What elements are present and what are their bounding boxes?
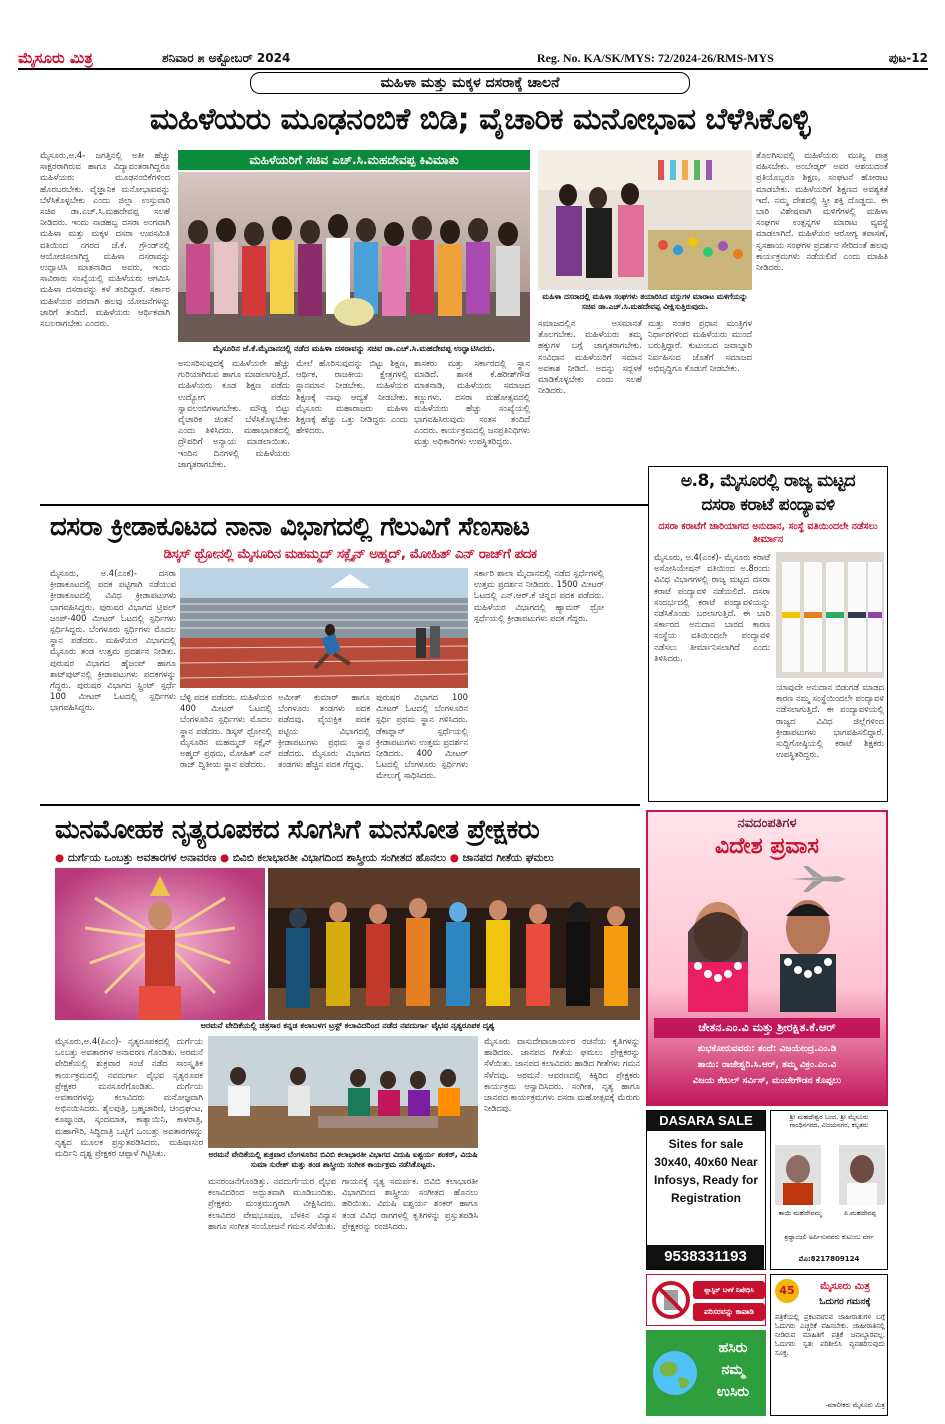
story4-bullet3: ಜಾನಪದ ಗೀತೆಯ ಘಮಲು: [462, 852, 554, 864]
ad-sale-line2: 30x40, 40x60 Near: [654, 1155, 758, 1169]
rule-2: [40, 804, 640, 806]
story4-bullet2: ಬಿವಿಬಿ ಕಲಾಭಾರತೀ ವಿಭಾಗದಿಂದ ಶಾಸ್ತ್ರೀಯ ಸಂಗೀತದ ಹೊನಲು: [232, 852, 447, 864]
story1-kicker: ಮಹಿಳಾ ಮತ್ತು ಮಕ್ಕಳ ದಸರಾಕ್ಕೆ ಚಾಲನೆ: [250, 72, 690, 94]
story2-col3: ಬೆಳ್ಳಿ ಪದಕ ಪಡೆದರು. ಮಹಿಳೆಯರ 400 ಮೀಟರ್ ಓಟದಲ್ಲಿ ಬೆಂಗಳೂರಿನ ಸ್ಪರ್ಧಿಗಳು ಮೊದಲ ಸ್ಥಾನ ಪಡೆದರು. ಡಿಸ್ಕಸ್ ಥ್ರೋನಲ್ಲಿ ಮೈಸೂರಿನ ಮಹಮ್ಮದ್ ಸಕ್ಲೈನ್ ಅಹ್ಮದ್ ಪ್ರಥಮ, ಮೋಹಿತ್ ಎನ್ ರಾಜ್ ದ್ವಿತೀಯ ಸ್ಥಾನ ಪಡೆದರು.: [180, 692, 272, 770]
story1-subhead: ಮಹಿಳೆಯರಿಗೆ ಸಚಿವ ಎಚ್.ಸಿ.ಮಹದೇವಪ್ಪ ಕಿವಿಮಾತು: [178, 150, 530, 170]
story2-headline: ದಸರಾ ಕ್ರೀಡಾಕೂಟದ ನಾನಾ ವಿಭಾಗದಲ್ಲಿ ಗೆಲುವಿಗೆ ಸೆಣಸಾಟ: [50, 512, 530, 542]
story1-col5: ಸಮಾಜದಲ್ಲಿನ ಅಸಮಾನತೆ ತೊಲಗಬೇಕು. ಮಹಿಳೆಯರು ತಮ್ಮ ಹಕ್ಕುಗಳ ಬಗ್ಗೆ ಜಾಗೃತರಾಗಬೇಕು. ಸಂವಿಧಾನ ಮಹಿಳೆಯರಿಗೆ ಸಮಾನ ಅವಕಾಶ ನೀಡಿದೆ. ಅದನ್ನು ಸದ್ಬಳಕೆ ಮಾಡಿಕೊಳ್ಳಬೇಕು ಎಂದು ಸಲಹೆ ನೀಡಿದರು.: [538, 318, 642, 396]
ad-green-line3: ಉಸಿರು: [716, 1384, 750, 1400]
story4-col3: ಗಾಯನಕ್ಕೆ ನೃತ್ಯ ಸಮರ್ಪಕ. ಬಿವಿಬಿ ಕಲಾಭಾರತೀ ವಿಭಾಗದಿಂದ ಶಾಸ್ತ್ರೀಯ ಸಂಗೀತದ ಹೊನಲು ಹರಿಯಿತು. ವಿದುಷಿ ಐಶ್ವರ್ಯ ಶಂಕರ್ ಹಾಗೂ ತಂಡ ವಿವಿಧ ರಾಗಗಳಲ್ಲಿ ಕೃತಿಗಳನ್ನು ಪ್ರಸ್ತುತಪಡಿಸಿ ಪ್ರೇಕ್ಷಕರನ್ನು ರಂಜಿಸಿದರು.: [342, 1176, 478, 1231]
ad-mitra-sub: ಓದುಗರ ಗಮನಕ್ಕೆ: [819, 1297, 871, 1307]
story3-col1: ಮೈಸೂರು, ಅ.4(ಎಂಕೆ)- ಮೈಸೂರು ಕರಾಟೆ ಅಸೋಸಿಯೇಷನ್ ವತಿಯಿಂದ ಅ.8ರಂದು ವಿವಿಧ ವಿಭಾಗಗಳಲ್ಲಿ ರಾಜ್ಯ ಮಟ್ಟದ ದಸರಾ ಕರಾಟೆ ಪಂದ್ಯಾವಳಿ ನಡೆಯಲಿದೆ. ದಸರಾ ಸಂದರ್ಭದಲ್ಲಿ ಕರಾಟೆ ಪಂದ್ಯಾವಳಿಯನ್ನು ನಡೆಸಿಕೊಂಡು ಬರಲಾಗುತ್ತಿದೆ. ಈ ಬಾರಿ ಸರ್ಕಾರದ ಅನುದಾನ ಬಾರದ ಕಾರಣ ಸಂಸ್ಥೆಯ ವತಿಯಿಂದಲೇ ಪಂದ್ಯಾವಳಿ ನಡೆಸಲು ತೀರ್ಮಾನಿಸಲಾಗಿದೆ ಎಂದು ತಿಳಿಸಿದರು.: [654, 552, 770, 663]
page-number: ಪುಟ-12: [888, 50, 928, 65]
masthead-logo: ಮೈಸೂರು ಮಿತ್ರ: [18, 49, 93, 67]
story1-headline: ಮಹಿಳೆಯರು ಮೂಢನಂಬಿಕೆ ಬಿಡಿ; ವೈಚಾರಿಕ ಮನೋಭಾವ ಬೆಳೆಸಿಕೊಳ್ಳಿ: [149, 102, 811, 137]
story4-caption2: ಅರಮನೆ ವೇದಿಕೆಯಲ್ಲಿ ಶುಕ್ರವಾರ ಬೆಂಗಳೂರಿನ ಬಿವಿಬಿ ಕಲಾಭಾರತೀ ವಿಭಾಗದ ವಿದುಷಿ ಐಶ್ವರ್ಯ ಶಂಕರ್, ವಿದುಷಿ ಸುಮಾ ಸುರೇಶ್ ಮತ್ತು ತಂಡ ಶಾಸ್ತ್ರೀಯ ಸಂಗೀತ ಕಾರ್ಯಕ್ರಮ ನಡೆಸಿಕೊಟ್ಟರು.: [208, 1150, 478, 1172]
masthead-reg: Reg. No. KA/SK/MYS: 72/2024-26/RMS-MYS: [536, 50, 774, 65]
photo-navadurga-stage: [268, 868, 640, 1020]
ad-obituary: [770, 1110, 888, 1270]
ad-obit-footer: ಶ್ರದ್ಧಾಂಜಲಿ ಅರ್ಪಿಸುವವರು ಕುಟುಂಬ ವರ್ಗ: [784, 1233, 874, 1241]
ad-plastic-line2: ಪರಿಸರವನ್ನು ಕಾಪಾಡಿ: [693, 1303, 765, 1321]
masthead-date: ಶನಿವಾರ ೫ ಅಕ್ಟೋಬರ್ 2024: [162, 50, 291, 65]
airplane-icon: [788, 864, 848, 894]
story3-col2: ಯಾವುದೇ ಅನುದಾನ ಬಿಡುಗಡೆ ಮಾಡದ ಕಾರಣ ನಮ್ಮ ಸಂಸ್ಥೆಯಿಂದಲೇ ಪಂದ್ಯಾವಳಿ ನಡೆಸಲಾಗುತ್ತಿದೆ. ಈ ಪಂದ್ಯಾವಳಿಯಲ್ಲಿ ರಾಜ್ಯದ ವಿವಿಧ ಜಿಲ್ಲೆಗಳಿಂದ ಕ್ರೀಡಾಪಟುಗಳು ಭಾಗವಹಿಸಲಿದ್ದಾರೆ. ಸುದ್ದಿಗೋಷ್ಠಿಯಲ್ಲಿ ಕರಾಟೆ ಶಿಕ್ಷಕರು ಉಪಸ್ಥಿತರಿದ್ದರು.: [776, 682, 884, 760]
story4-bullet1: ದುರ್ಗೆಯ ಒಂಬತ್ತು ಅವತಾರಗಳ ಅನಾವರಣ: [67, 852, 217, 864]
globe-icon: [650, 1348, 700, 1398]
ad-sale-title: DASARA SALE: [647, 1111, 765, 1131]
ad-travel-names: ಚೇತನ.ಎಂ.ವಿ ಮತ್ತು ಶ್ರೀರಕ್ಷಿತ.ಕೆ.ಆರ್: [654, 1018, 880, 1038]
story1-col2: ಅನುಸರಿಸುವುದಕ್ಕೆ ಮಹಿಳೆಯರೇ ಹೆಚ್ಚು ಗುರಿಯಾಗಿರುವ ಹಾಗೂ ಮಾಡಲಾಗುತ್ತಿದೆ. ಮಹಿಳೆಯರು ಕೂಡ ಶಿಕ್ಷಣ ಪಡೆದು ಉದ್ಯೋಗ ಪಡೆದು ಸ್ವಾವಲಂಬಿಗಳಾಗಬೇಕು. ಮೌಢ್ಯ ಬಿಟ್ಟು ವೈಚಾರಿಕ ಚಿಂತನೆ ಬೆಳೆಸಿಕೊಳ್ಳಬೇಕು ಎಂದು ತಿಳಿಸಿದರು. ಮಹಾಭಾರತದಲ್ಲಿ ದ್ರೌಪದಿಗೆ ಅನ್ಯಾಯ ಮಾಡಲಾಯಿತು. ಇಂದಿನ ದಿನಗಳಲ್ಲಿ ಮಹಿಳೆಯರು ಜಾಗೃತರಾಗಬೇಕು.: [178, 358, 290, 469]
ad-travel-line2: ತಾಯಿ: ರಾಜೇಶ್ವರಿ.ಸಿ.ಆರ್, ತಮ್ಮ ವಿಕ್ರಂ.ಎಂ.ವಿ: [697, 1060, 837, 1070]
couple-photo: [658, 892, 878, 1012]
ad-no-plastic: [646, 1274, 766, 1326]
ad-sale-line4: Registration: [670, 1191, 741, 1205]
ad-sale-phone: 9538331193: [647, 1245, 764, 1269]
story4-caption1: ಅರಮನೆ ವೇದಿಕೆಯಲ್ಲಿ ಚಿತ್ರಸಾರ ಕನ್ನಡ ಕಲಾಬಳಗ ಟ್ರಸ್ಟ್ ಕಲಾವಿದರಿಂದ ನಡೆದ ನವದುರ್ಗಾ ವೈಭವ ನೃತ್ಯರೂಪಕ ದೃಶ್ಯ: [55, 1021, 640, 1033]
photo-durga-dance: [55, 868, 265, 1020]
photo-karate-belts: [776, 552, 884, 678]
story1-col7: ತೊಲಗಿಸುವಲ್ಲಿ ಮಹಿಳೆಯರು ಮುಖ್ಯ ಪಾತ್ರ ವಹಿಸಬೇಕು. ಅಂಬೇಡ್ಕರ್ ಅವರ ಆಶಯದಂತೆ ಪ್ರತಿಯೊಬ್ಬರೂ ಶಿಕ್ಷಣ, ಸಂಘಟನೆ ಹೋರಾಟ ಮಾಡಬೇಕು. ಮಹಿಳೆಯರಿಗೆ ಶಿಕ್ಷಣದ ಅವಶ್ಯಕತೆ ಇದೆ. ನಮ್ಮ ದೇಶದಲ್ಲಿ ಸ್ತ್ರೀ ಶಕ್ತಿ ದೊಡ್ಡದು. ಈ ಬಾರಿ ವಿಶೇಷವಾಗಿ ಮಳಿಗೆಗಳಲ್ಲಿ ಮಹಿಳಾ ಸಂಘಗಳ ಉತ್ಪನ್ನಗಳ ಮಾರಾಟ ವ್ಯವಸ್ಥೆ ಮಾಡಲಾಗಿದೆ. ಮಹಿಳೆಯರ ಆರೋಗ್ಯ ತಪಾಸಣೆ, ಸ್ವಸಹಾಯ ಸಂಘಗಳ ಪ್ರದರ್ಶನ ಸೇರಿದಂತೆ ಹಲವು ಕಾರ್ಯಕ್ರಮಗಳು ನಡೆಯಲಿವೆ ಎಂದು ಮಾಹಿತಿ ನೀಡಿದರು.: [756, 150, 888, 273]
ad-obit-left-name: ತಾಯಿ ಮಹದೇವಮ್ಮ: [778, 1209, 822, 1217]
ad-mitra-logo: ಮೈಸೂರು ಮಿತ್ರ: [820, 1281, 870, 1292]
story1-caption2: ಮಹಿಳಾ ದಸರಾದಲ್ಲಿ ಮಹಿಳಾ ಸಂಘಗಳು ತಯಾರಿಸಿದ ವಸ್ತುಗಳ ಮಾರಾಟ ಮಳಿಗೆಯನ್ನು ಸಚಿವ ಡಾ.ಎಚ್.ಸಿ.ಮಹದೇವಪ್ಪ ವೀಕ್ಷಿಸುತ್ತಿರುವುದು.: [538, 292, 752, 314]
ad-green-line2: ನಮ್ಮ: [721, 1362, 745, 1378]
masthead: [18, 48, 928, 70]
ad-green: [646, 1330, 766, 1416]
story4-col4: ಮೈಸೂರು ವಾಸುದೇವಾಚಾರ್ಯರ ರಚನೆಯ ಕೃತಿಗಳನ್ನು ಹಾಡಿದರು. ಜಾನಪದ ಗೀತೆಯ ಘಮಲು ಪ್ರೇಕ್ಷಕರನ್ನು ಸೆಳೆಯಿತು. ಜಾನಪದ ಕಲಾವಿದರು ಹಾಡಿದ ಗೀತೆಗಳು ಗಮನ ಸೆಳೆದವು. ಅರಮನೆ ಆವರಣದಲ್ಲಿ ಕಿಕ್ಕಿರಿದ ಪ್ರೇಕ್ಷಕರು ಕಾರ್ಯಕ್ರಮ ಆಸ್ವಾದಿಸಿದರು. ಸಂಗೀತ, ನೃತ್ಯ ಹಾಗೂ ಜಾನಪದ ಕಾರ್ಯಕ್ರಮಗಳು ದಸರಾ ಮಹೋತ್ಸವಕ್ಕೆ ಮೆರುಗು ನೀಡಿದವು.: [484, 1036, 640, 1114]
photo-stall-visit: [538, 150, 752, 290]
story4-bullets: [55, 850, 640, 866]
bullet-dot: ●: [220, 852, 230, 864]
ad-dasara-sale: [646, 1110, 766, 1270]
ad-green-line1: ಹಸಿರು: [718, 1340, 748, 1356]
ad-mitra-body: ಪತ್ರಿಕೆಯಲ್ಲಿ ಪ್ರಕಟವಾಗುವ ಜಾಹೀರಾತುಗಳ ಬಗ್ಗೆ ಓದುಗರು ಎಚ್ಚರಿಕೆ ವಹಿಸಬೇಕು. ಜಾಹೀರಾತಿನಲ್ಲಿ ನೀಡಿರುವ ಮಾಹಿತಿಗೆ ಪತ್ರಿಕೆ ಜವಾಬ್ದಾರವಲ್ಲ. ಓದುಗರು ಸ್ವತಃ ಪರಿಶೀಲಿಸಿ ವ್ಯವಹರಿಸುವುದು ಸೂಕ್ತ.: [775, 1313, 885, 1357]
story2-col1: ಮೈಸೂರು, ಅ.4(ಎಂಕೆ)- ದಸರಾ ಕ್ರೀಡಾಕೂಟದಲ್ಲಿ ಪದಕ ಪಟ್ಟಿಗಾಗಿ ನಡೆಯುವ ಕ್ರೀಡಾಕೂಟದಲ್ಲಿ ವಿವಿಧ ಕ್ರೀಡಾಪಟುಗಳು ಭಾಗವಹಿಸಿದ್ದರು. ಪುರುಷರ ವಿಭಾಗದ ಟ್ರಿಪಲ್ ಜಂಪ್-400 ಮೀಟರ್ ಓಟದಲ್ಲಿ ಸ್ಪರ್ಧಿಗಳು ಸ್ಪರ್ಧಿಸಿದ್ದರು. ಬೆಂಗಳೂರು ಸ್ಪರ್ಧಿಗಳು ಮೊದಲ ಸ್ಥಾನ ಪಡೆದರು. ಮಹಿಳೆಯರ ವಿಭಾಗದಲ್ಲಿ ಮೈಸೂರು ತಂಡ ಉತ್ತಮ ಪ್ರದರ್ಶನ ನೀಡಿತು. ಪುರುಷರ ವಿಭಾಗದ ಹೈಜಂಪ್ ಹಾಗೂ ಶಾಟ್‌ಪುಟ್‌ನಲ್ಲಿ ಕ್ರೀಡಾಪಟುಗಳು ಪದಕಗಳನ್ನು ಗೆದ್ದರು. ಪುರುಷರ ವಿಭಾಗದ ಸ್ಪ್ರಿಂಟ್ ಸ್ಪರ್ಧೆ 100 ಮೀಟರ್ ಓಟದಲ್ಲಿ ಸ್ಪರ್ಧಿಗಳು ಭಾಗವಹಿಸಿದ್ದರು.: [50, 568, 176, 713]
story1-col4: ಶಾಸಕರು ಮತ್ತು ಸರ್ಕಾರದಲ್ಲಿ ಸ್ಥಾನ ಮಾಡಿದೆ. ಶಾಸಕ ಕೆ.ಹರೀಶ್‌ಗೌಡ ಮಾತನಾಡಿ, ಮಹಿಳೆಯರು ಸಮಾಜದ ಕಣ್ಣುಗಳು. ದಸರಾ ಮಹೋತ್ಸವದಲ್ಲಿ ಮಹಿಳೆಯರು ಹೆಚ್ಚು ಸಂಖ್ಯೆಯಲ್ಲಿ ಭಾಗವಹಿಸಿರುವುದು ಸಂತಸ ತಂದಿದೆ ಎಂದರು. ಕಾರ್ಯಕ್ರಮದಲ್ಲಿ ಜನಪ್ರತಿನಿಧಿಗಳು ಮತ್ತು ಅಧಿಕಾರಿಗಳು ಉಪಸ್ಥಿತರಿದ್ದರು.: [414, 358, 530, 447]
ad-mitra-notice: [770, 1274, 888, 1416]
story4-headline: ಮನಮೋಹಕ ನೃತ್ಯರೂಪಕದ ಸೊಗಸಿಗೆ ಮನಸೋತ ಪ್ರೇಕ್ಷಕರು: [55, 815, 540, 845]
ad-travel-title2: ವಿದೇಶ ಪ್ರವಾಸ: [715, 834, 819, 859]
story3-headline-1: ಅ.8, ಮೈಸೂರಲ್ಲಿ ರಾಜ್ಯ ಮಟ್ಟದ: [680, 471, 856, 491]
story2-col4: ಅಮೀತ್ ಕುಮಾರ್ ಹಾಗೂ ಬೆಂಗಳೂರು ತಂಡಗಳು ಪದಕ ಪಡೆದವು. ವೈಯಕ್ತಿಕ ಪದಕ ಪಟ್ಟಿಯ ವಿಭಾಗದಲ್ಲಿ ಕ್ರೀಡಾಪಟುಗಳು ಪ್ರಥಮ ಸ್ಥಾನ ಪಡೆದರು. ಮೈಸೂರು ವಿಭಾಗದ ತಂಡಗಳು ಹೆಚ್ಚಿನ ಪದಕ ಗೆದ್ದವು.: [278, 692, 370, 770]
story2-subhead: ಡಿಸ್ಕಸ್ ಥ್ರೋನಲ್ಲಿ ಮೈಸೂರಿನ ಮಹಮ್ಮದ್ ಸಕ್ಲೈನ್ ಅಹ್ಮದ್, ಮೋಹಿತ್ ಎನ್ ರಾಜ್‌ಗೆ ಪದಕ: [163, 546, 537, 562]
story1-col1: ಮೈಸೂರು,ಅ.4- ಜಗತ್ತಿನಲ್ಲಿ ಅತೀ ಹೆಚ್ಚು ಸಾಕ್ಷರರಾಗಿರುವ ಹಾಗೂ ವಿದ್ಯಾವಂತರಾಗಿದ್ದರೂ ಮಹಿಳೆಯರು ಮೂಢನಂಬಿಕೆಗಳಿಂದ ಹೊರಬರಬೇಕು. ವೈಜ್ಞಾನಿಕ ಮನೋಭಾವವನ್ನು ಬೆಳೆಸಿಕೊಳ್ಳಬೇಕು ಎಂದು ಜಿಲ್ಲಾ ಉಸ್ತುವಾರಿ ಸಚಿವ ಡಾ.ಎಚ್.ಸಿ.ಮಹದೇವಪ್ಪ ಸಲಹೆ ನೀಡಿದರು. ಇಂದು ನಾಡಹಬ್ಬ ದಸರಾ ಅಂಗವಾಗಿ ಮಹಿಳಾ ಮತ್ತು ಮಕ್ಕಳ ದಸರಾ ಉಪಸಮಿತಿ ವತಿಯಿಂದ ನಗರದ ಜೆ.ಕೆ. ಗ್ರೌಂಡ್‌ನಲ್ಲಿ ಆಯೋಜಿಸಲಾಗಿದ್ದ ಮಹಿಳಾ ದಸರಾವನ್ನು ಉದ್ಘಾಟಿಸಿ ಮಾತನಾಡಿದ ಅವರು, ಇಂದು ಸಾವಿರಾರು ಸಂಖ್ಯೆಯಲ್ಲಿ ಮಹಿಳೆಯರು ಆಗಮಿಸಿ ಮಹಿಳಾ ದಸರಾವನ್ನು ಕಳೆ ತಂದಿದ್ದಾರೆ. ಸರ್ಕಾರ ಮಹಿಳೆಯರ ಪರವಾಗಿ ಹಲವು ಯೋಜನೆಗಳನ್ನು ಜಾರಿಗೆ ತಂದಿದೆ. ಮಹಿಳೆಯರು ಆರ್ಥಿಕವಾಗಿ ಸಬಲರಾಗಬೇಕು ಎಂದರು.: [40, 150, 170, 329]
ad-sale-line3: Infosys, Ready for: [653, 1173, 759, 1187]
photo-womens-dasara-inauguration: [178, 172, 530, 342]
no-plastic-icon: [651, 1280, 691, 1320]
story4-col1: ಮೈಸೂರು,ಅ.4(ಪಿಎಂ)- ನೃತ್ಯರೂಪಕದಲ್ಲಿ ದುರ್ಗೆಯ ಒಂಬತ್ತು ಅವತಾರಗಳ ಅನಾವರಣ ಗೊಂಡಿತು. ಅರಮನೆ ವೇದಿಕೆಯಲ್ಲಿ ಶುಕ್ರವಾರ ಸಂಜೆ ನಡೆದ ಸಾಂಸ್ಕೃತಿಕ ಕಾರ್ಯಕ್ರಮದಲ್ಲಿ ನವದುರ್ಗಾ ವೈಭವ ನೃತ್ಯರೂಪಕ ಪ್ರೇಕ್ಷಕರ ಮನಸೂರೆಗೊಂಡಿತು. ದುರ್ಗೆಯ ಅವತಾರಗಳನ್ನು ಕಲಾವಿದರು ಮನೋಜ್ಞವಾಗಿ ಅಭಿನಯಿಸಿದರು. ಶೈಲಪುತ್ರಿ, ಬ್ರಹ್ಮಚಾರಿಣಿ, ಚಂದ್ರಘಂಟ, ಕೂಷ್ಮಾಂಡ, ಸ್ಕಂದಮಾತ, ಕಾತ್ಯಾಯಿನಿ, ಕಾಳರಾತ್ರಿ, ಮಹಾಗೌರಿ, ಸಿದ್ಧಿದಾತ್ರಿ ಒಟ್ಟಿಗೆ ಒಂಬತ್ತು ಅವತಾರಗಳನ್ನು ನೃತ್ಯದ ಮೂಲಕ ಪ್ರಸ್ತುತಪಡಿಸಿದರು. ಮಹಿಷಾಸುರ ಮರ್ದಿನಿ ದೃಶ್ಯ ಪ್ರೇಕ್ಷಕರ ಚಪ್ಪಾಳೆ ಗಿಟ್ಟಿಸಿತು.: [55, 1036, 203, 1159]
ad-travel-line3: ವಿಜಯ ಕೇಬಲ್ ಸರ್ವಿಸ್, ಮಂಚೇಗೌಡನ ಕೊಪ್ಪಲು: [692, 1076, 842, 1086]
story2-col5: ಪುರುಷರ ವಿಭಾಗದ 100 ಮೀಟರ್ ಓಟದಲ್ಲಿ ಬೆಂಗಳೂರಿನ ಸ್ಪರ್ಧಿ ಪ್ರಥಮ ಸ್ಥಾನ ಗಳಿಸಿದರು. ಡೆಕಾಥ್ಲಾನ್ ಸ್ಪರ್ಧೆಯಲ್ಲಿ ಕ್ರೀಡಾಪಟುಗಳು ಉತ್ತಮ ಪ್ರದರ್ಶನ ನೀಡಿದರು. 400 ಮೀಟರ್ ಓಟದಲ್ಲಿ ಬೆಂಗಳೂರು ಸ್ಪರ್ಧಿಗಳು ಮೇಲುಗೈ ಸಾಧಿಸಿದರು.: [376, 692, 468, 781]
story1-col3: ಮೇಲೆ ಹೊರಿಸುವುದನ್ನು ಬಿಟ್ಟು ಶಿಕ್ಷಣ, ಆರ್ಥಿಕ, ರಾಜಕೀಯ ಕ್ಷೇತ್ರಗಳಲ್ಲಿ ಸ್ಥಾನಮಾನ ನೀಡಬೇಕು. ಮಹಿಳೆಯರ ಶಿಕ್ಷಣಕ್ಕೆ ನಾವು ಆದ್ಯತೆ ನೀಡಬೇಕು. ಮೈಸೂರು ಮಹಾರಾಜರು ಮಹಿಳಾ ಶಿಕ್ಷಣಕ್ಕೆ ಹೆಚ್ಚು ಒತ್ತು ನೀಡಿದ್ದರು ಎಂದು ಹೇಳಿದರು.: [296, 358, 408, 436]
ad-travel: [646, 810, 888, 1106]
ad-mitra-badge: 45: [775, 1279, 799, 1303]
bullet-dot: ●: [449, 852, 459, 864]
story2-col2: ಸರ್ಕಾರಿ ಶಾಲಾ ಮೈದಾನದಲ್ಲಿ ನಡೆದ ಸ್ಪರ್ಧೆಗಳಲ್ಲಿ ಉತ್ತಮ ಪ್ರದರ್ಶನ ನೀಡಿದರು. 1500 ಮೀಟರ್ ಓಟದಲ್ಲಿ ಎನ್.ಆರ್.ಕೆ ಚಿನ್ನದ ಪದಕ ಪಡೆದರು. ಮಹಿಳೆಯರ ವಿಭಾಗದಲ್ಲಿ ಹ್ಯಾಮರ್ ಥ್ರೋ ಸ್ಪರ್ಧೆಯಲ್ಲಿ ಕ್ರೀಡಾಪಟುಗಳು ಪದಕ ಗೆದ್ದರು.: [474, 568, 604, 623]
story1-col6: ಮತ್ತು ನಂತರ ಪ್ರಧಾನ ಮಂತ್ರಿಗಳ ನಿರ್ಧಾರಗಳಿಂದ ಮಹಿಳೆಯರು ಮುಂದೆ ಬರುತ್ತಿದ್ದಾರೆ. ಕುಟುಂಬದ ಜವಾಬ್ದಾರಿ ನಿರ್ವಹಿಸುವ ಜೊತೆಗೆ ಸಮಾಜದ ಅಭಿವೃದ್ಧಿಗೂ ಕೊಡುಗೆ ನೀಡಬೇಕು.: [648, 318, 752, 373]
ad-obit-right-name: ಪಿ.ಮಹದೇವಪ್ಪ: [843, 1209, 877, 1217]
story4-col2: ಮನರಂಜನೆಗೊಂಡಿತ್ತು. ನವದುರ್ಗೆಯರ ವೈಭವ ಕಲಾವಿದರಿಂದ ಅದ್ಭುತವಾಗಿ ಮೂಡಿಬಂದಿತು. ಪ್ರೇಕ್ಷಕರು ಮಂತ್ರಮುಗ್ಧರಾಗಿ ವೀಕ್ಷಿಸಿದರು. ಕಲಾವಿದರ ವೇಷಭೂಷಣ, ಬೆಳಕಿನ ವಿನ್ಯಾಸ ಹಾಗೂ ಸಂಗೀತ ಸಂಯೋಜನೆ ಗಮನ ಸೆಳೆಯಿತು.: [208, 1176, 336, 1231]
ad-mitra-sign: -ಮಾಲೀಕರು ಮೈಸೂರು ಮಿತ್ರ: [825, 1401, 885, 1409]
ad-plastic-line1: ಪ್ಲಾಸ್ಟಿಕ್ ಬಳಕೆ ನಿಷೇಧಿಸಿ: [693, 1281, 765, 1299]
ad-travel-title1: ನವದಂಪತಿಗಳ: [737, 816, 797, 831]
ad-sale-line1: Sites for sale: [668, 1137, 744, 1151]
bullet-dot: ●: [55, 852, 65, 864]
story1-caption1: ಮೈಸೂರಿನ ಜೆ.ಕೆ.ಮೈದಾನದಲ್ಲಿ ನಡೆದ ಮಹಿಳಾ ದಸರಾವನ್ನು ಸಚಿವ ಡಾ.ಎಚ್.ಸಿ.ಮಹದೇವಪ್ಪ ಉದ್ಘಾಟಿಸಿದರು.: [178, 344, 530, 356]
ad-obit-phone: ಮೊ:8217809124: [798, 1255, 860, 1263]
story3-headline-2: ದಸರಾ ಕರಾಟೆ ಪಂದ್ಯಾವಳಿ: [701, 495, 835, 515]
ad-travel-line1: ಶುಭಕೋರುವವರು: ತಂದೆ: ವಿಜಯೇಂದ್ರ.ಎಂ.ಡಿ: [697, 1044, 837, 1054]
photo-classical-music: [208, 1036, 478, 1148]
photo-long-jump: [180, 568, 468, 688]
ad-obit-header: ಶ್ರೀ ಮಹದೇಶ್ವರ ಬಂದ, ಶ್ರೀ ಮೈಸೂರು ಗಾಂಧಿನಗರದ, ವಿಜಯನಗರ, ಕಲ್ಪತರು: [789, 1113, 869, 1129]
story3-subhead: ದಸರಾ ಕರಾಟೆಗೆ ಜಾರಿಯಾಗದ ಅನುದಾನ, ಸಂಸ್ಥೆ ವತಿಯಿಂದಲೇ ನಡೆಸಲು ತೀರ್ಮಾನ: [658, 521, 878, 545]
